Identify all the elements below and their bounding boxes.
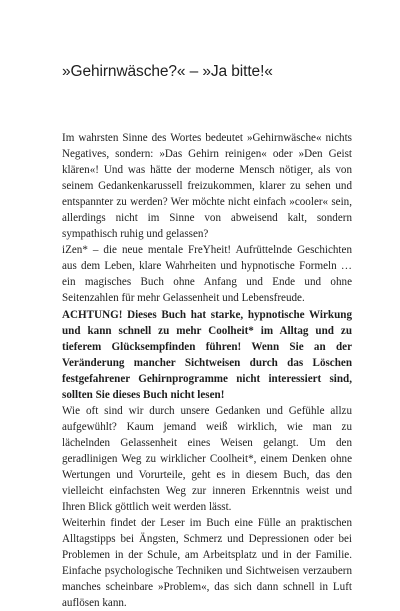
body-text — [62, 130, 352, 611]
paragraph-izen: iZen* – die neue mentale FreYheit! Aufrüttelnde Geschichten aus dem Leben, klare Wahrheiten und hypnotische Formeln … ein magisches Buch ohne Anfang und Ende und ohne Seitenzahlen für mehr Gelassenheit und Lebensfreude. — [62, 244, 352, 305]
paragraph-coolheit: Wie oft sind wir durch unsere Gedanken und Gefühle allzu aufgewühlt? Kaum jemand weiß wirklich, wie man zu lächelnden Gelassenheit eines Weisen gelangt. Um den geradlinigen Weg zu wirklicher Coolheit*, einem Denken ohne Wertungen und Vorurteile, geht es in diesem Buch, das den vielleicht einfachsten Weg zur inneren Erkenntnis weist und Ihren Blick göttlich weit werden lässt. — [62, 404, 352, 514]
paragraph-tips: Weiterhin findet der Leser im Buch eine Fülle an praktischen Alltagstipps bei Ängsten, Schmerz und Depressionen oder bei Problemen in der Schule, am Arbeitsplatz und in der Familie. Einfache psychologische Techniken und Sichtweisen verzaubern manches scheinbare »Problem«, das sich dann schnell in Luft auflösen kann. — [62, 517, 352, 610]
page-title: »Gehirnwäsche?« – »Ja bitte!« — [62, 63, 273, 80]
paragraph-warning: ACHTUNG! Dieses Buch hat starke, hypnotische Wirkung und kann schnell zu mehr Coolheit* im Alltag und zu tieferem Glücksempfinden führen! Wenn Sie an der Veränderung mancher Sichtweisen durch das Löschen festgefahrener Gehirnprogramme nicht interessiert sind, sollten Sie dieses Buch nicht lesen! — [62, 308, 352, 401]
paragraph-intro: Im wahrsten Sinne des Wortes bedeutet »Gehirnwäsche« nichts Negatives, sondern: »Das Gehirn reinigen« oder »Den Geist klären«! Und was hätte der moderne Mensch nötiger, als von seinem Gedankenkarussell freizukommen, klarer zu sehen und entspannter zu werden? Wer möchte nicht einfach »cooler« sein, allerdings nicht im Sinne von abweisend kalt, sondern sympathisch ruhig und gelassen? — [62, 132, 352, 241]
